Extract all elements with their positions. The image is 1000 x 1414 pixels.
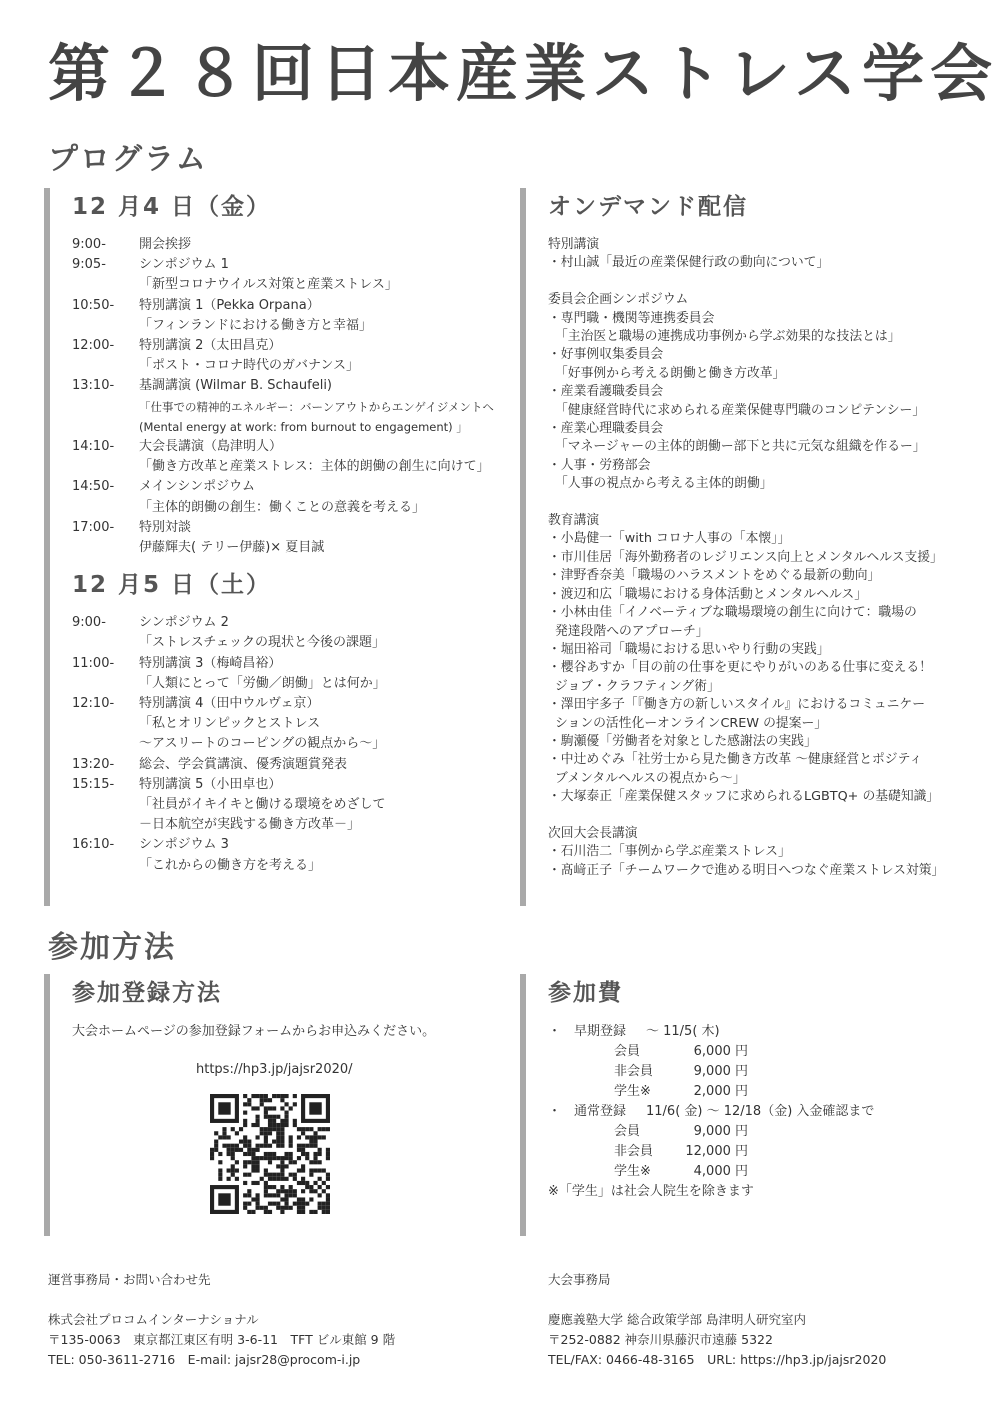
schedule-time: 14:50- (72, 479, 115, 495)
ondemand-item: ・中辻めぐみ「社労士から見た働き方改革 ～健康経営とポジティ (548, 752, 923, 768)
ondemand-item: ・市川佳居「海外勤務者のレジリエンス向上とメンタルヘルス支援」 (548, 549, 943, 565)
schedule-text: (Mental energy at work: from burnout to engagement) 」 (139, 419, 468, 434)
fee-note: ※「学生」は社会人院生を除きます (548, 1184, 754, 1199)
schedule-time: 9:00- (72, 237, 106, 252)
schedule-line (72, 674, 512, 694)
registration-heading: 参加登録方法 (72, 980, 222, 1006)
schedule-line (72, 518, 512, 538)
footer-right (548, 1270, 886, 1370)
fee-row (548, 1162, 988, 1182)
schedule-line (72, 457, 512, 477)
schedule-line (72, 633, 512, 653)
schedule-time: 14:10- (72, 439, 115, 455)
schedule-text: 特別対談 (139, 519, 192, 535)
page-title: 第２８回日本産業ストレス学会 (48, 37, 999, 110)
registration-url[interactable]: https://hp3.jp/jajsr2020/ (196, 1062, 353, 1077)
schedule-time: 12:00- (72, 338, 115, 354)
schedule-text: －日本航空が実践する働き方改革－」 (139, 817, 361, 833)
schedule-line (72, 714, 512, 734)
schedule-line (72, 397, 512, 417)
schedule-text: 「ストレスチェックの現状と今後の課題」 (139, 635, 385, 651)
schedule-line (72, 275, 512, 295)
schedule-text: 「新型コロナウイルス対策と産業ストレス」 (139, 277, 398, 293)
ondemand-item: ・大塚泰正「産業保健スタッフに求められるLGBTQ+ の基礎知識」 (548, 789, 940, 805)
ondemand-column (520, 188, 988, 906)
schedule-line (72, 775, 512, 795)
ondemand-item: ・好事例収集委員会 (548, 347, 664, 363)
schedule-text: メインシンポジウム (139, 479, 255, 495)
fee-row (548, 1142, 988, 1162)
regular-registration (548, 1102, 988, 1122)
ondemand-group-title: 教育講演 (548, 513, 600, 529)
ondemand-item: 「好事例から考える朗働と働き方改革」 (555, 365, 786, 381)
footer-right-address: 〒252-0882 神奈川県藤沢市遠藤 5322 (548, 1332, 773, 1347)
schedule-text: シンポジウム 2 (139, 615, 229, 631)
schedule-time-spacer (72, 417, 139, 437)
schedule-time-spacer (72, 397, 139, 417)
ondemand-item: 「主治医と職場の連携成功事例から学ぶ効果的な技法とは」 (555, 329, 901, 345)
schedule-line (72, 316, 512, 336)
schedule-line (72, 538, 512, 558)
ondemand-item: 「マネージャーの主体的朗働ー部下と共に元気な組織を作るー」 (555, 439, 926, 455)
schedule-line (72, 417, 512, 437)
early-deadline: ～ 11/5( 木) (646, 1024, 720, 1039)
fee-type: 会員 (614, 1044, 641, 1059)
schedule-text: 「仕事での精神的エネルギー：バーンアウトからエンゲイジメントへ (139, 399, 494, 414)
schedule-text: 特別講演 2（太田昌克） (139, 338, 282, 354)
schedule-time-spacer (72, 734, 139, 754)
fee-amount: 12,000 円 (685, 1144, 748, 1159)
ondemand-group-title: 委員会企画シンポジウム (548, 292, 689, 308)
schedule-line (72, 477, 512, 497)
footer-right-org: 慶應義塾大学 総合政策学部 島津明人研究室内 (548, 1312, 806, 1327)
ondemand-group-title: 特別講演 (548, 237, 600, 252)
fee-column (520, 974, 988, 1236)
regular-bullet: ・ (548, 1104, 562, 1119)
ondemand-item: ・村山誠「最近の産業保健行政の動向について」 (548, 255, 830, 271)
schedule-text: 基調講演 (Wilmar B. Schaufeli) (139, 378, 333, 394)
program-heading: プログラム (48, 142, 208, 177)
schedule-line (72, 856, 512, 876)
registration-text: 大会ホームページの参加登録フォームからお申込みください。 (72, 1024, 436, 1039)
ondemand-item: ・小島健一「with コロナ人事の「本懐」」 (548, 531, 791, 547)
early-label: 早期登録 (574, 1024, 627, 1039)
schedule-time: 9:00- (72, 615, 106, 631)
early-bullet: ・ (548, 1024, 562, 1039)
ondemand-group-title: 次回大会長講演 (548, 825, 638, 841)
early-fees (548, 1042, 988, 1102)
schedule-line (72, 296, 512, 316)
fee-row (548, 1062, 988, 1082)
schedule-time-spacer (72, 633, 139, 653)
participation-heading: 参加方法 (48, 930, 176, 965)
ondemand-item: ・堀田裕司「職場における思いやり行動の実践」 (548, 641, 830, 657)
ondemand-item: ションの活性化ーオンラインCREW の提案ー」 (555, 715, 828, 731)
schedule-time: 13:20- (72, 756, 115, 772)
ondemand-list (548, 236, 988, 880)
schedule-time-spacer (72, 856, 139, 876)
fee-row (548, 1042, 988, 1062)
schedule-text: 「フィンランドにおける働き方と幸福」 (139, 317, 372, 333)
footer-left (48, 1270, 395, 1370)
fee-row (548, 1082, 988, 1102)
ondemand-item: 発達段階へのアプローチ」 (555, 623, 709, 639)
regular-fees (548, 1122, 988, 1182)
schedule-line (72, 376, 512, 396)
schedule-time: 16:10- (72, 837, 115, 853)
ondemand-item: ・小林由佳「イノベーティブな職場環境の創生に向けて：職場の (548, 605, 917, 621)
ondemand-item: 「健康経営時代に求められる産業保健専門職のコンピテンシー」 (555, 402, 926, 418)
schedule-time-spacer (72, 815, 139, 835)
fee-heading: 参加費 (548, 980, 623, 1006)
ondemand-item: ・石川浩二「事例から学ぶ産業ストレス」 (548, 844, 791, 860)
ondemand-item: ・人事・労務部会 (548, 457, 651, 473)
ondemand-item: ・津野香奈美「職場のハラスメントをめぐる最新の動向」 (548, 568, 881, 584)
ondemand-item: ブメンタルヘルスの視点から～」 (555, 770, 746, 786)
fee-type: 非会員 (614, 1144, 654, 1159)
ondemand-item: ・渡辺和広「職場における身体活動とメンタルヘルス」 (548, 586, 868, 602)
early-registration (548, 1022, 988, 1042)
schedule-time: 12:10- (72, 696, 115, 712)
schedule-time-spacer (72, 498, 139, 518)
schedule-time-spacer (72, 275, 139, 295)
ondemand-heading: オンデマンド配信 (548, 194, 748, 220)
schedule-text: 伊藤輝夫( テリー伊藤)× 夏目誠 (139, 540, 325, 556)
schedule-time-spacer (72, 538, 139, 558)
footer-right-contact: TEL/FAX: 0466-48-3165 URL: https://hp3.jp/jajsr2020 (548, 1352, 887, 1367)
schedule-text: 「主体的朗働の創生：働くことの意義を考える」 (139, 499, 426, 515)
ondemand-item: ジョブ・クラフティング術」 (555, 678, 720, 694)
schedule-line (72, 336, 512, 356)
schedule-text: 「社員がイキイキと働ける環境をめざして (139, 797, 386, 813)
schedule-time-spacer (72, 316, 139, 336)
ondemand-item: ・櫻谷あすか「目の前の仕事を更にやりがいのある仕事に変える！ (548, 660, 932, 676)
fee-row (548, 1122, 988, 1142)
ondemand-item: ・専門職・機関等連携委員会 (548, 310, 715, 326)
ondemand-item: ・駒瀬優「労働者を対象とした感謝法の実践」 (548, 733, 817, 749)
schedule-text: 大会長講演（島津明人） (139, 439, 283, 455)
schedule-time: 13:10- (72, 378, 115, 394)
schedule-text: 「働き方改革と産業ストレス：主体的朗働の創生に向けて」 (139, 459, 490, 475)
schedule-text: ～アスリートのコーピングの観点から～」 (139, 736, 386, 752)
schedule-text: 特別講演 5（小田卓也） (139, 776, 282, 792)
schedule-text: 総会、学会賞講演、優秀演題賞発表 (139, 756, 348, 772)
fee-type: 学生※ (614, 1084, 651, 1099)
schedule-text: 特別講演 3（梅崎昌裕） (139, 655, 282, 671)
schedule-line (72, 734, 512, 754)
ondemand-item: ・澤田宇多子「『働き方の新しいスタイル』におけるコミュニケー (548, 697, 925, 713)
fee-type: 非会員 (614, 1064, 654, 1079)
footer-left-title: 運営事務局・お問い合わせ先 (48, 1272, 211, 1287)
footer-left-address: 〒135-0063 東京都江東区有明 3-6-11 TFT ビル東館 9 階 (48, 1332, 396, 1347)
day2-schedule (72, 613, 512, 876)
schedule-text: シンポジウム 1 (139, 257, 229, 273)
fee-amount: 2,000 円 (693, 1084, 748, 1099)
schedule-line (72, 795, 512, 815)
fee-amount: 6,000 円 (693, 1044, 748, 1059)
schedule-text: 特別講演 4（田中ウルヴェ京） (139, 696, 320, 712)
schedule-text: 特別講演 1（Pekka Orpana） (139, 297, 320, 313)
schedule-time-spacer (72, 356, 139, 376)
qr-code[interactable] (210, 1094, 330, 1214)
day1-schedule (72, 235, 512, 558)
footer-right-title: 大会事務局 (548, 1272, 611, 1287)
regular-label: 通常登録 (574, 1104, 627, 1119)
schedule-time: 9:05- (72, 257, 106, 273)
schedule-time-spacer (72, 714, 139, 734)
schedule-line (72, 613, 512, 633)
schedule-line (72, 835, 512, 855)
schedule-text: 「これからの働き方を考える」 (139, 857, 322, 873)
schedule-time-spacer (72, 795, 139, 815)
ondemand-item: ・産業看護職委員会 (548, 384, 664, 400)
schedule-time: 10:50- (72, 297, 115, 313)
schedule-line (72, 654, 512, 674)
schedule-text: シンポジウム 3 (139, 837, 229, 853)
ondemand-item: ・産業心理職委員会 (548, 421, 664, 437)
footer-left-company: 株式会社プロコムインターナショナル (48, 1312, 259, 1327)
footer-left-contact: TEL: 050-3611-2716 E-mail: jajsr28@procom-i.jp (48, 1352, 361, 1367)
ondemand-item: 「人事の視点から考える主体的朗働」 (555, 476, 773, 492)
schedule-line (72, 815, 512, 835)
fee-type: 会員 (614, 1124, 641, 1139)
fee-amount: 9,000 円 (693, 1064, 748, 1079)
schedule-text: 開会挨拶 (139, 237, 192, 252)
regular-deadline: 11/6( 金) ～ 12/18（金) 入金確認まで (646, 1104, 875, 1119)
schedule-line (72, 235, 512, 255)
schedule-line (72, 694, 512, 714)
ondemand-item: ・髙﨑正子「チームワークで進める明日へつなぐ産業ストレス対策」 (548, 862, 945, 878)
schedule-line (72, 755, 512, 775)
fee-amount: 4,000 円 (693, 1164, 748, 1179)
schedule-time: 17:00- (72, 519, 115, 535)
schedule-time: 15:15- (72, 776, 115, 792)
schedule-time: 11:00- (72, 655, 115, 671)
fee-type: 学生※ (614, 1164, 651, 1179)
schedule-line (72, 255, 512, 275)
fee-amount: 9,000 円 (693, 1124, 748, 1139)
program-column (44, 188, 512, 906)
schedule-time-spacer (72, 674, 139, 694)
day2-heading: 12 月5 日（土） (72, 572, 272, 599)
fee-table (548, 1022, 988, 1202)
schedule-text: 「人類にとって「労働／朗働」とは何か」 (139, 675, 386, 691)
day1-heading: 12 月4 日（金） (72, 194, 272, 220)
schedule-line (72, 356, 512, 376)
schedule-line (72, 498, 512, 518)
schedule-line (72, 437, 512, 457)
schedule-text: 「ポスト・コロナ時代のガバナンス」 (139, 358, 359, 374)
schedule-time-spacer (72, 457, 139, 477)
schedule-text: 「私とオリンピックとストレス (139, 716, 321, 732)
